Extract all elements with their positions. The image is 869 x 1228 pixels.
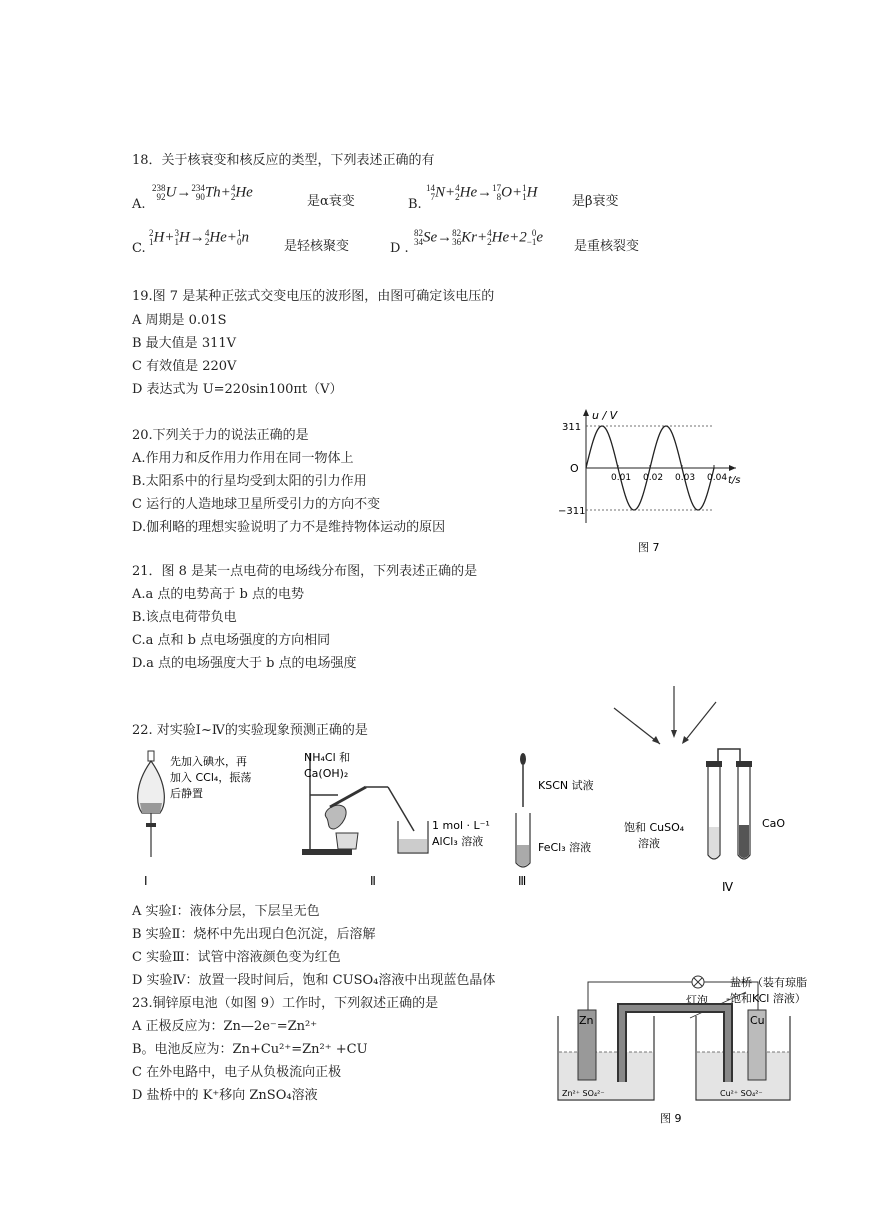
bulb-label: 灯泡 <box>686 994 708 1007</box>
salt-bridge-label-line2: -饱和KCl 溶液） <box>726 992 806 1005</box>
exp-i-label-line1: 先加入碘水，再 <box>170 755 247 768</box>
q18-option-b-desc: 是β衰变 <box>572 194 619 209</box>
exp-i-label-line3: 后静置 <box>170 787 203 800</box>
q23-option-a: A 正极反应为：Zn—2e⁻=Zn²⁺ <box>132 1019 318 1034</box>
q18-option-c-desc: 是轻核聚变 <box>284 239 350 254</box>
q22-option-b: B 实验Ⅱ：烧杯中先出现白色沉淀，后溶解 <box>132 927 376 942</box>
experiment-i-separatory-funnel <box>138 751 165 857</box>
x-tick-label-3: 0.03 <box>675 473 696 483</box>
y-axis-arrow <box>583 409 589 416</box>
ymax-label: 311 <box>562 422 582 433</box>
x-tick-label-2: 0.02 <box>643 473 664 483</box>
q18-option-a-equation: 238 92U→234 90Th+4 2He <box>152 183 253 202</box>
exp-ii-solution-line1: 1 mol · L⁻¹ <box>432 819 490 832</box>
q21-option-d: D.a 点的电场强度大于 b 点的电场强度 <box>132 656 357 671</box>
figure-7-caption: 图 7 <box>638 541 660 554</box>
q19-option-c: C 有效值是 220V <box>132 359 237 374</box>
q23-stem: 23.铜锌原电池（如图 9）工作时，下列叙述正确的是 <box>132 996 439 1011</box>
x-tick-label-1: 0.01 <box>611 473 632 483</box>
exp-iv-solid: CaO <box>762 817 786 830</box>
exp-iii-solution: FeCl₃ 溶液 <box>538 841 592 854</box>
q22-option-a: A 实验Ⅰ：液体分层，下层呈无色 <box>132 904 320 919</box>
q21-stem: 21．图 8 是某一点电荷的电场线分布图，下列表述正确的是 <box>132 564 478 579</box>
exp-i-label-line2: 加入 CCl₄，振荡 <box>170 771 252 784</box>
q20-option-d: D.伽利略的理想实验说明了力不是维持物体运动的原因 <box>132 520 446 535</box>
exp-iv-solution-line1: 饱和 CuSO₄ <box>624 821 685 834</box>
salt-bridge-label-line1: 盐桥（装有琼脂 <box>730 976 807 989</box>
q22-option-d: D 实验Ⅳ：放置一段时间后，饱和 CUSO₄溶液中出现蓝色晶体 <box>132 973 496 988</box>
exp-iii-number: Ⅲ <box>518 874 527 888</box>
exp-ii-reagent-line2: Ca(OH)₂ <box>304 767 349 780</box>
q18-option-d-equation: 82 34Se→82 36Kr+4 2He+2 0 −1e <box>414 228 544 247</box>
experiment-iii-test-tube <box>516 753 530 867</box>
exp-i-number: Ⅰ <box>144 874 148 888</box>
q23-option-d: D 盐桥中的 K⁺移向 ZnSO₄溶液 <box>132 1088 318 1103</box>
ymin-label: −311 <box>558 506 586 517</box>
figure-7-sine-graph <box>556 405 756 555</box>
origin-label: O <box>570 462 579 475</box>
q18-option-b-equation: 14 7N+4 2He→17 8O+1 1H <box>426 183 538 202</box>
q18-option-d-desc: 是重核裂变 <box>574 239 640 254</box>
figure-9-caption: 图 9 <box>660 1112 682 1125</box>
q20-stem: 20.下列关于力的说法正确的是 <box>132 428 309 443</box>
exp-iv-number: Ⅳ <box>722 880 734 894</box>
y-axis-label: u / V <box>592 409 618 422</box>
figure-9-galvanic-cell <box>550 972 850 1132</box>
q19-stem: 19.图 7 是某种正弦式交变电压的波形图，由图可确定该电压的 <box>132 289 495 304</box>
q18-option-a-label: A. <box>132 197 146 212</box>
experiment-figures <box>126 745 806 895</box>
q20-option-c: C 运行的人造地球卫星所受引力的方向不变 <box>132 497 381 512</box>
zn-electrode-label: Zn <box>579 1014 594 1027</box>
cu-electrode-label: Cu <box>750 1014 765 1027</box>
q21-option-a: A.a 点的电势高于 b 点的电势 <box>132 587 304 602</box>
exp-ii-reagent-line1: NH₄Cl 和 <box>304 751 351 764</box>
q18-option-a-desc: 是α衰变 <box>307 194 355 209</box>
q18-option-c-equation: 2 1H+3 1H→4 2He+1 0n <box>149 228 249 247</box>
exp-ii-number: Ⅱ <box>370 874 376 888</box>
q21-option-c: C.a 点和 b 点电场强度的方向相同 <box>132 633 331 648</box>
experiment-iv-two-tubes <box>706 749 752 859</box>
left-ions-label: Zn²⁺ SO₄²⁻ <box>562 1089 605 1098</box>
exp-iv-solution-line2: 溶液 <box>638 837 660 850</box>
exp-ii-solution-line2: AlCl₃ 溶液 <box>432 835 484 848</box>
q18-option-c-label: C. <box>132 241 146 256</box>
q18-stem: 18．关于核衰变和核反应的类型，下列表述正确的有 <box>132 153 435 168</box>
q20-option-b: B.太阳系中的行星均受到太阳的引力作用 <box>132 474 367 489</box>
q22-stem: 22. 对实验Ⅰ~Ⅳ的实验现象预测正确的是 <box>132 723 368 738</box>
q19-option-d: D 表达式为 U=220sin100πt（V） <box>132 382 343 397</box>
right-ions-label: Cu²⁺ SO₄²⁻ <box>720 1089 763 1098</box>
x-tick-label-4: 0.04 <box>707 473 728 483</box>
q20-option-a: A.作用力和反作用力作用在同一物体上 <box>132 451 354 466</box>
q18-option-b-label: B. <box>408 197 422 212</box>
q19-option-a: A 周期是 0.01S <box>132 313 227 328</box>
q21-option-b: B.该点电荷带负电 <box>132 610 237 625</box>
x-axis-label: t/s <box>728 475 741 486</box>
q19-option-b: B 最大值是 311V <box>132 336 237 351</box>
x-axis-arrow <box>729 465 736 471</box>
exp-iii-reagent: KSCN 试液 <box>538 779 594 792</box>
q23-option-b: B。电池反应为：Zn+Cu²⁺=Zn²⁺ +CU <box>132 1042 368 1057</box>
q18-option-d-label: D . <box>390 241 409 256</box>
q22-option-c: C 实验Ⅲ：试管中溶液颜色变为红色 <box>132 950 341 965</box>
q23-option-c: C 在外电路中，电子从负极流向正极 <box>132 1065 342 1080</box>
figure-8-field-lines-fragment <box>610 682 720 752</box>
